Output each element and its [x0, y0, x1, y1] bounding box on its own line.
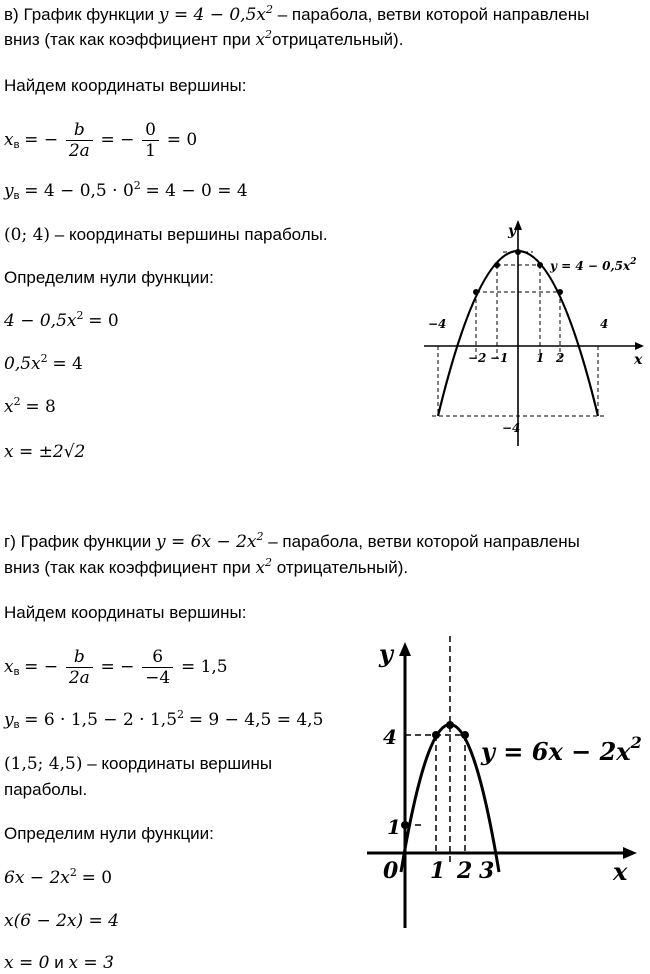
g-zeros-heading: Определим нули функции:: [4, 824, 214, 843]
v-tick-1: 1: [536, 351, 545, 365]
g-eq-3: x = 0 и x = 3: [4, 953, 114, 973]
v-label-x: x: [634, 352, 643, 368]
g-vertex-result: (1,5; 4,5) – координаты вершины: [4, 754, 273, 774]
v-eq-3: $x^2 = 8$: [4, 395, 56, 417]
v-tick-2: 2: [556, 351, 565, 365]
g-eq-1: $6x - 2x^2 = 0$: [4, 866, 113, 888]
g-eq-2: x(6 − 2x) = 4: [4, 911, 119, 931]
v-yv-formula: $y_в = 4 - 0,5 \cdot 0^2 = 4 - 0 = 4$: [4, 179, 248, 202]
v-xv-formula: $x_в$ = − $\frac{b}{2a}$ = − $\frac{0}{1}$ = 0: [4, 120, 198, 162]
v-eq-4: x = ±2√2: [4, 442, 86, 462]
g-vertex-result-2: параболы.: [4, 780, 88, 799]
g-label-y: y: [379, 639, 393, 668]
v-line-2: вниз (так как коэффициент при $x^2отрицательный$).: [4, 28, 404, 50]
v-vertex-heading: Найдем координаты вершины:: [4, 76, 247, 95]
g-tick-1: 1: [430, 858, 446, 884]
g-xv-formula: $x_в$ = − $\frac{b}{2a}$ = − $\frac{6}{-4}$ = 1,5: [4, 647, 228, 689]
g-tick-y1: 1: [387, 815, 401, 839]
v-tick-y-m4: −4: [502, 421, 521, 435]
g-function: $y = 6x - 2x^2$: [156, 530, 264, 552]
v-tick-m2: −2: [468, 351, 487, 365]
v-label-y: y: [508, 223, 517, 239]
g-parabola-graph: [365, 632, 647, 932]
v-line-1: в) График функции $y = 4 - 0,5x^2$ – парабола, ветви которой направлены: [4, 3, 590, 25]
v-parabola-graph: [410, 218, 650, 450]
g-tick-2: 2: [457, 858, 473, 884]
v-eq-1: $4 - 0,5x^2 = 0$: [4, 309, 119, 331]
g-label-x: x: [613, 857, 628, 886]
g-line-2: вниз (так как коэффициент при $x^2$ отрицательный).: [4, 556, 409, 578]
v-tick-m1: −1: [490, 351, 509, 365]
g-tick-y4: 4: [383, 725, 397, 749]
v-zeros-heading: Определим нули функции:: [4, 268, 214, 287]
v-tick-4: 4: [600, 317, 609, 331]
v-func-label: $y = 4 - 0,5x^2$: [550, 257, 637, 273]
g-tick-0: 0: [383, 858, 399, 884]
g-yv-formula: $y_в = 6 \cdot 1,5 - 2 \cdot 1,5^2 = 9 - 4,5 = 4,5$: [4, 708, 324, 731]
v-eq-2: $0,5x^2 = 4$: [4, 352, 83, 374]
g-func-label: $y = 6x - 2x^2$: [481, 733, 642, 766]
g-line-1: г) График функции $y = 6x - 2x^2$ – парабола, ветви которой направлены: [4, 530, 580, 552]
g-tick-3: 3: [479, 858, 495, 884]
v-tick-m4: −4: [428, 317, 447, 331]
g-vertex-heading: Найдем координаты вершины:: [4, 603, 247, 622]
v-vertex-result: (0; 4) – координаты вершины параболы.: [4, 225, 328, 245]
v-function: $y = 4 - 0,5x^2$: [158, 3, 273, 25]
